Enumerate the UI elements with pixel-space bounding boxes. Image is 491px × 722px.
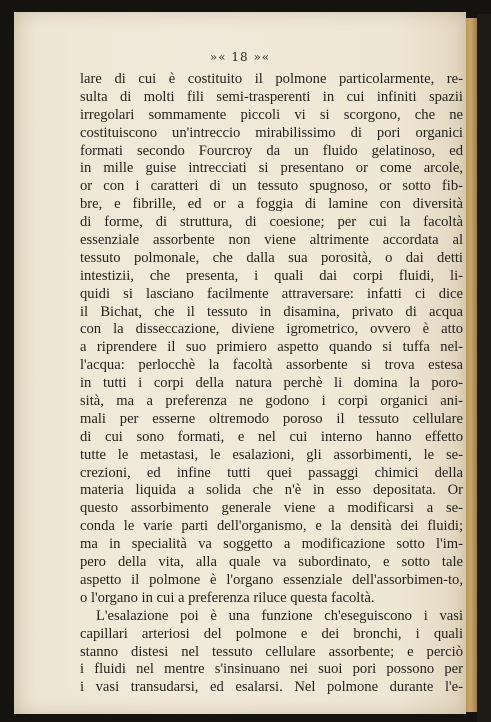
text-line: in mille guise intrecciati si presentano or come arcole, [80,160,463,177]
text-line: bre, e fibrille, ed or a foggia di lamine con diversità [80,196,463,213]
text-line: in tutti i corpi della natura perchè li domina la poro- [80,375,463,392]
text-line: lare di cui è costituito il polmone particolarmente, re- [80,71,463,87]
text-line: l'acqua: perlocchè la facoltà assorbente si trova estesa [80,357,463,374]
text-line: il Bichat, che il tessuto in disamina, privato di acqua [80,303,463,320]
text-line: formati secondo Fourcroy da un fluido gelatinoso, ed [80,142,463,159]
text-line: i fluidi nel mentre s'insinuano nei suoi pori possono per [80,661,463,678]
text-line: con la disseccazione, diviene igrometrico, ovvero è atto [80,321,463,338]
text-line: questo assorbimento generale viene a modificarsi a se- [80,500,463,517]
text-line: aspetto il polmone è l'organo essenziale dell'assorbimen-to, [80,571,463,588]
scan-background-edge [477,14,491,722]
paragraph-end-line: o l'organo in cui a preferenza riluce questa facoltà. [80,589,375,606]
text-line: tessuto polmonale, che dalla sua porosità, o dai detti [80,249,463,266]
book-page [14,12,466,714]
text-line: crezioni, ed infine tutti quei passaggi chimici della [80,464,463,481]
text-line: ma in specialità va soggetto a modificazione sotto l'im- [80,536,463,553]
paragraph-start-line: L'esalazione poi è una funzione ch'eseguiscono i vasi [96,607,463,624]
text-line: intestizii, che presenta, i quali dai corpi fluidi, li- [80,267,463,284]
text-line: stanno distesi nel tessuto cellulare assorbente; e perciò [80,643,463,660]
text-line: pero della vita, alla quale va subordinato, e sotto tale [80,554,463,571]
page-number: »« 18 »« [209,50,271,64]
text-line: costituiscono un'intreccio mirabilissimo di pori organici [80,124,463,141]
text-line: sulta di molti fili semi-trasperenti in cui infiniti spazii [80,88,463,105]
text-line: di cui sono formati, e nel cui interno hanno effetto [80,428,463,445]
text-line: tutte le metastasi, le esalazioni, gli assorbimenti, le se- [80,446,463,463]
text-line: sità, ma a preferenza ne godono i corpi organici ani- [80,393,463,410]
text-line: essenziale assorbente non viene altrimente accordata al [80,232,463,249]
page-edge-strip [466,18,477,712]
text-line: irregolari sommamente piccoli vi si scorgono, che ne [80,106,463,123]
text-line: or con i caratteri di un tessuto spugnoso, or sotto fib- [80,178,463,195]
text-line: mali per esserne oltremodo poroso il tessuto cellulare [80,410,463,427]
text-line: materia liquida a solida che n'è in esso depositata. Or [80,482,463,499]
body-text [80,71,463,697]
text-line: di forme, di struttura, di coesione; per cui la facoltà [80,214,463,231]
text-line: quidi si lasciano facilmente attraversare: infatti ci dice [80,285,463,302]
text-line: a riprendere il suo primiero aspetto quando si tuffa nel- [80,339,463,356]
text-line: i vasi transudarsi, ed esalarsi. Nel polmone durante l'e- [80,679,463,696]
text-line: conda le varie parti dell'organismo, e la densità dei fluidi; [80,518,463,535]
text-line: capillari arteriosi del polmone e dei bronchi, i quali [80,625,463,642]
